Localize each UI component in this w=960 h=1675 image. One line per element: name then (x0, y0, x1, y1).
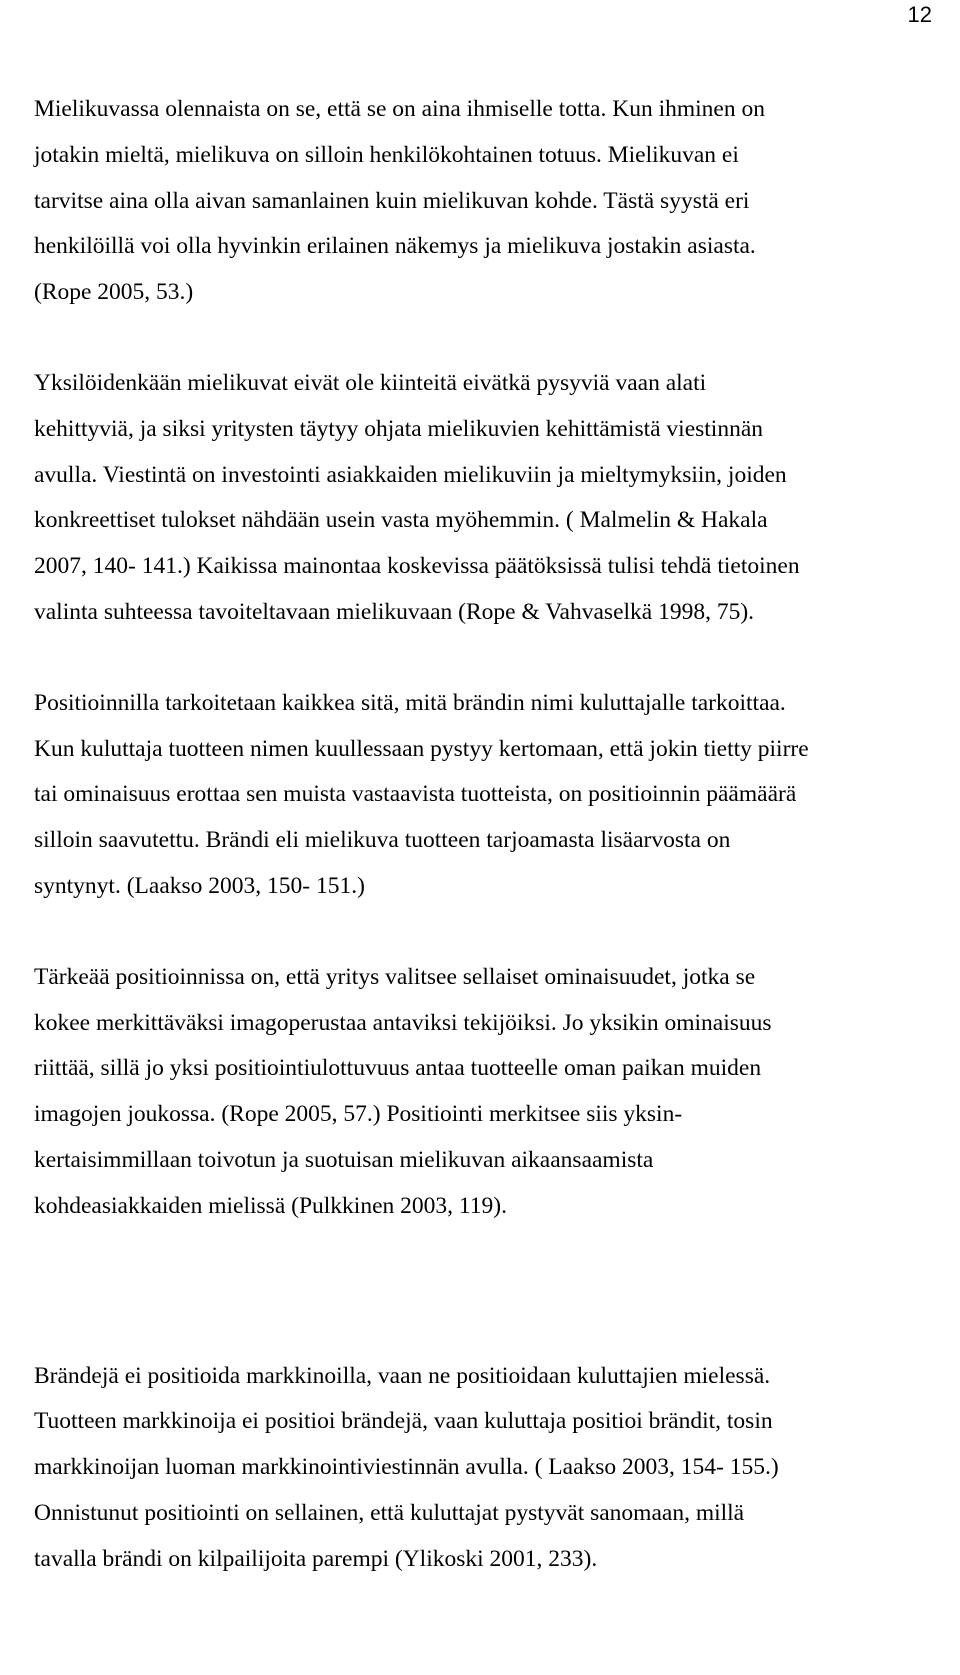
paragraph-3 (34, 681, 914, 910)
document-body (34, 87, 914, 1583)
text-line: kohdeasiakkaiden mielissä (Pulkkinen 2003, 119). (34, 1192, 507, 1219)
text-line: Tärkeää positioinnissa on, että yritys valitsee sellaiset ominaisuudet, jotka se (34, 963, 756, 990)
text-line: kehittyviä, ja siksi yritysten täytyy ohjata mielikuvien kehittämistä viestinnän (34, 415, 764, 442)
text-line: Kun kuluttaja tuotteen nimen kuullessaan pystyy kertomaan, että jokin tietty piirre (34, 735, 809, 762)
text-line: tai ominaisuus erottaa sen muista vastaavista tuotteista, on positioinnin päämäärä (34, 781, 797, 808)
paragraph-1 (34, 87, 914, 316)
page-number: 12 (907, 2, 932, 27)
text-line: markkinoijan luoman markkinointiviestinnän avulla. ( Laakso 2003, 154- 155.) (34, 1454, 779, 1481)
text-line: kokee merkittäväksi imagoperustaa antaviksi tekijöiksi. Jo yksikin ominaisuus (34, 1009, 772, 1036)
text-line: 2007, 140- 141.) Kaikissa mainontaa koskevissa päätöksissä tulisi tehdä tietoinen (34, 553, 800, 580)
text-line: henkilöillä voi olla hyvinkin erilainen näkemys ja mielikuva jostakin asiasta. (34, 233, 756, 260)
text-line: kertaisimmillaan toivotun ja suotuisan mielikuvan aikaansaamista (34, 1146, 654, 1173)
text-line: Yksilöidenkään mielikuvat eivät ole kiinteitä eivätkä pysyviä vaan alati (34, 369, 707, 396)
text-line: (Rope 2005, 53.) (34, 279, 194, 306)
text-line: Mielikuvassa olennaista on se, että se on aina ihmiselle totta. Kun ihminen on (34, 96, 765, 122)
text-line: imagojen joukossa. (Rope 2005, 57.) Positiointi merkitsee siis yksin- (34, 1101, 683, 1128)
text-line: tavalla brändi on kilpailijoita parempi (Ylikoski 2001, 233). (34, 1545, 598, 1572)
text-line: Tuotteen markkinoija ei positioi brändejä, vaan kuluttaja positioi brändit, tosin (34, 1408, 773, 1435)
text-line: Brändejä ei positioida markkinoilla, vaan ne positioidaan kuluttajien mielessä. (34, 1362, 771, 1389)
text-line: Positioinnilla tarkoitetaan kaikkea sitä, mitä brändin nimi kuluttajalle tarkoittaa. (34, 689, 786, 716)
text-line: konkreettiset tulokset nähdään usein vasta myöhemmin. ( Malmelin & Hakala (34, 507, 768, 534)
text-line: riittää, sillä jo yksi positiointiulottuvuus antaa tuotteelle oman paikan muiden (34, 1055, 762, 1082)
paragraph-5 (34, 1354, 914, 1583)
paragraph-4 (34, 955, 914, 1230)
text-line: avulla. Viestintä on investointi asiakkaiden mielikuviin ja mieltymyksiin, joiden (34, 461, 787, 488)
text-line: jotakin mieltä, mielikuva on silloin henkilökohtainen totuus. Mielikuvan ei (34, 141, 739, 168)
text-line: Onnistunut positiointi on sellainen, että kuluttajat pystyvät sanomaan, millä (34, 1499, 745, 1526)
paragraph-2 (34, 361, 914, 636)
text-line: silloin saavutettu. Brändi eli mielikuva tuotteen tarjoamasta lisäarvosta on (34, 827, 731, 854)
text-line: valinta suhteessa tavoiteltavaan mielikuvaan (Rope & Vahvaselkä 1998, 75). (34, 598, 755, 625)
text-line: tarvitse aina olla aivan samanlainen kuin mielikuvan kohde. Tästä syystä eri (34, 187, 750, 214)
text-line: syntynyt. (Laakso 2003, 150- 151.) (34, 872, 365, 899)
